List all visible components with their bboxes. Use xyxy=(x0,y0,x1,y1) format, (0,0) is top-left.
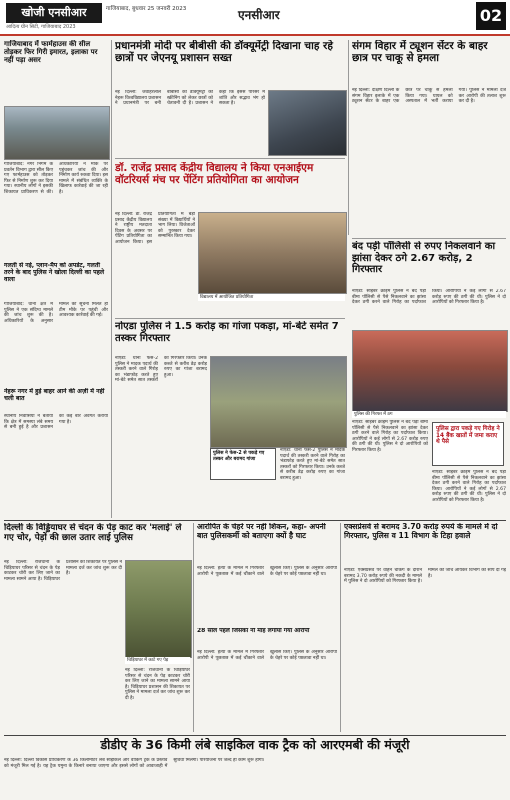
highlight-text: पुलिस द्वारा पकड़े गए गिरोह ने 14 बैंक खातों में जमा कराए थे पैसे xyxy=(436,426,500,446)
row-divider xyxy=(4,735,506,736)
article-noida-body: नोएडा: थाना फेस-2 पुलिस ने मादक पदार्थ की तस्करी करने वाले गिरोह का भंडाफोड़ करते हुए मां-बेटे समेत सात तस्करों को गिरफ्तार किया। उनके कब्जे से करीब डेढ़ करोड़ रुपए का गांजा बरामद हुआ। xyxy=(115,356,207,384)
row-divider xyxy=(115,318,345,319)
article-headline: दिल्ली के विड्डियाघर से चंदन के पेड़ काट कर 'मलाई' ले गए चोर, पेड़ों की छाल उतार लाई पुलिस xyxy=(4,523,182,544)
zoo-tree-photo xyxy=(125,560,192,658)
article-headline: डीडीए के 36 किमी लंबे साइकिल वाक ट्रैक को आरएमबी की मंजूरी xyxy=(100,738,410,752)
article-headline: प्रधानमंत्री मोदी पर बीबीसी की डॉक्यूमेंट्री दिखाना चाह रहे छात्रों पर जेएनयू प्रशासन सख्त xyxy=(115,40,333,65)
painting-competition-photo xyxy=(198,212,347,294)
article-left-bottom-body: स्थानीय निवासियों ने बताया कि क्षेत्र में समस्या लंबे समय से बनी हुई है और प्रशासन को कई बार अवगत कराया गया है। xyxy=(4,414,108,431)
article-noida-body-2: नोएडा: थाना फेस-2 पुलिस ने मादक पदार्थ की तस्करी करने वाले गिरोह का भंडाफोड़ करते हुए मां-बेटे समेत सात तस्करों को गिरफ्तार किया। उनके कब्जे से करीब डेढ़ करोड़ रुपए का गांजा बरामद हुआ। xyxy=(280,448,345,481)
article-bottom-mid-sub xyxy=(197,628,337,648)
article-left-mid xyxy=(4,262,108,302)
article-headline: गाजियाबाद में फार्महाउस की सील तोड़कर फिर गिरी इमारत, इलाका पर नहीं पड़ा असर xyxy=(4,40,98,65)
article-bottom-right xyxy=(344,523,506,565)
page-number: 02 xyxy=(476,2,506,30)
article-headline: एक्सप्रेसवे से बरामद 3.70 करोड़ रुपये के मामले में दो गिरफ्तार, पुलिस व 11 विभाग के टिहा हवाले xyxy=(344,523,498,540)
article-left-mid-body: गाजियाबाद: थाना क्षेत्र में पुलिस ने एक संदिग्ध मामले की जांच शुरू की है। अधिकारियों के अनुसार मामले की सूचना मिलते ही टीम मौके पर पहुंची और आवश्यक कार्रवाई की गई। xyxy=(4,302,108,324)
column-divider xyxy=(111,40,112,518)
row-divider xyxy=(115,158,345,159)
article-center-main-body: नई दिल्ली: डॉ. राजेंद्र प्रसाद केंद्रीय विद्यालय ने राष्ट्रीय मतदाता दिवस के अवसर पर पेंटिंग प्रतियोगिता का आयोजन किया। इस प्रतियोगिता में बड़ी संख्या में विद्यार्थियों ने भाग लिया। विजेताओं को पुरस्कार देकर सम्मानित किया गया। xyxy=(115,212,195,245)
highlight-box xyxy=(432,422,504,466)
article-bottom-mid-body-2: नई दिल्ली: हत्या के मामले में गिरफ्तार आरोपी ने पूछताछ में कई चौंकाने वाले खुलासे किए। पुलिस के अनुसार आरोपी के चेहरे पर कोई पछतावा नहीं था। xyxy=(197,650,337,661)
column-divider xyxy=(193,523,194,732)
article-headline: बंद पड़ी पॉलिसी से रुपए निकलवाने का झांसा देकर ठगे 2.67 करोड़, 2 गिरफ्तार xyxy=(352,241,496,275)
article-headline: संगम विहार में ट्यूशन सेंटर के बाहर छात्र पर चाकू से हमला xyxy=(352,40,488,65)
article-top-right xyxy=(352,40,506,86)
article-right-mid xyxy=(352,241,506,287)
article-headline: नोएडा पुलिस ने 1.5 करोड़ का गांजा पकड़ा, मां-बेटे समेत 7 तस्कर गिरफ्तार xyxy=(115,321,339,344)
photo-caption: चिड़ियाघर में काटे गए पेड़ xyxy=(125,657,190,664)
column-divider xyxy=(348,40,349,235)
photo-caption: विद्यालय में आयोजित प्रतियोगिता xyxy=(198,294,345,301)
article-subhead: 28 साल पहले जिसका नौ माह लगाया गया आरोपी xyxy=(197,628,310,634)
article-bottom-left-body-2: नई दिल्ली: राजधानी के चिड़ियाघर परिसर से चंदन के पेड़ काटकर चोरी कर लिए जाने का मामला सामने आया है। चिड़ियाघर प्रशासन की शिकायत पर पुलिस ने मामला दर्ज कर जांच शुरू कर दी है। xyxy=(125,668,190,701)
article-bottom-mid-body: नई दिल्ली: हत्या के मामले में गिरफ्तार आरोपी ने पूछताछ में कई चौंकाने वाले खुलासे किए। पुलिस के अनुसार आरोपी के चेहरे पर कोई पछतावा नहीं था। xyxy=(197,566,337,577)
newspaper-logo: खोजी एनसीआर xyxy=(6,3,102,23)
photo-caption: पुलिस की गिरफ्त में ठग xyxy=(352,411,506,418)
section-title: एनसीआर xyxy=(238,8,280,22)
street-photo xyxy=(4,106,110,160)
article-top-center-body: नई दिल्ली: जवाहरलाल नेहरू विश्वविद्यालय प्रशासन ने प्रधानमंत्री पर बनी बीबीसी की डॉक्यूमेंट्री की स्क्रीनिंग को लेकर छात्रों को चेतावनी दी है। प्रशासन ने कहा कि इससे परिसर में शांति और सद्भाव भंग हो सकता है। xyxy=(115,90,265,107)
article-headline: नेहरू नगर में हुई बाहर आने की अर्ज़ी में नहीं चली बात xyxy=(4,388,105,403)
arrest-photo xyxy=(352,330,508,412)
article-noida xyxy=(115,321,345,353)
article-headline: गलती से नई, प्लान-मैप को अपडेट, गलती तरने के बाद पुलिस ने खोला दिल्ली का पहले वाला xyxy=(4,262,105,284)
column-divider xyxy=(340,523,341,732)
article-right-mid-body-2: नोएडा: साइबर क्राइम पुलिस ने बंद पड़ी बीमा पॉलिसी से पैसे निकलवाने का झांसा देकर ठगी करने वाले गिरोह का पर्दाफाश किया। आरोपियों ने कई लोगों से 2.67 करोड़ रुपए की ठगी की थी। पुलिस ने दो आरोपियों को गिरफ्तार किया है। xyxy=(352,420,428,453)
row-divider xyxy=(4,520,506,521)
article-right-mid-body-3: नोएडा: साइबर क्राइम पुलिस ने बंद पड़ी बीमा पॉलिसी से पैसे निकलवाने का झांसा देकर ठगी करने वाले गिरोह का पर्दाफाश किया। आरोपियों ने कई लोगों से 2.67 करोड़ रुपए की ठगी की थी। पुलिस ने दो आरोपियों को गिरफ्तार किया है। xyxy=(432,470,506,503)
article-headline: आरोपित के चेहरे पर नहीं शिकन, कहा- अपनी बात पुलिसकर्मी को बताएगा क्यों है घाट xyxy=(197,523,326,540)
article-footer-body: नई दिल्ली: दिल्ली विकास प्राधिकरण के 36 किलोमीटर लंबे साइकिल और वॉकिंग ट्रैक के प्रस्ताव को मंजूरी मिल गई है। यह ट्रैक यमुना के किनारे बनाया जाएगा और इससे लोगों को आवाजाही में सुविधा मिलेगी। परियोजना पर जल्द ही काम शुरू होगा। xyxy=(4,758,265,769)
article-footer xyxy=(4,738,506,756)
article-bottom-mid xyxy=(197,523,337,563)
jnu-photo xyxy=(268,90,347,156)
seized-ganja-photo xyxy=(210,356,347,448)
article-top-right-body: नई दिल्ली: दक्षिण दिल्ली के संगम विहार इलाके में एक ट्यूशन सेंटर के बाहर एक छात्र पर चाकू से हमला किया गया। घायल को अस्पताल में भर्ती कराया गया। पुलिस ने मामला दर्ज कर आरोपी की तलाश शुरू कर दी है। xyxy=(352,88,506,105)
article-left-top-body: गाजियाबाद: नगर निगम के प्रवर्तन विभाग द्वारा सील किए गए फार्महाउस को तोड़कर फिर से निर्माण शुरू कर दिया गया। स्थानीय लोगों ने इसकी शिकायत प्राधिकरण से की। अधिकारियों ने मौके पर पहुंचकर जांच की और निर्माण कार्य रुकवा दिया। इस मामले में संबंधित व्यक्ति के खिलाफ कार्रवाई की जा रही है। xyxy=(4,162,108,195)
article-left-bottom xyxy=(4,388,108,414)
row-divider xyxy=(352,238,506,239)
article-right-mid-body: नोएडा: साइबर क्राइम पुलिस ने बंद पड़ी बीमा पॉलिसी से पैसे निकलवाने का झांसा देकर ठगी करने वाले गिरोह का पर्दाफाश किया। आरोपियों ने कई लोगों से 2.67 करोड़ रुपए की ठगी की थी। पुलिस ने दो आरोपियों को गिरफ्तार किया है। xyxy=(352,289,506,306)
article-left-top xyxy=(4,40,108,104)
photo-caption: पुलिस ने फेस-2 से पकड़े गए तस्कर और बरामद गांजा xyxy=(213,451,265,462)
masthead xyxy=(0,0,510,36)
photo-caption-box xyxy=(210,448,276,480)
masthead-subline: आदित्य ग्रीन सिटी, गाजियाबाद 2023 xyxy=(6,24,76,30)
article-bottom-left xyxy=(4,523,190,557)
article-top-center xyxy=(115,40,345,88)
article-bottom-left-body: नई दिल्ली: राजधानी के चिड़ियाघर परिसर से चंदन के पेड़ काटकर चोरी कर लिए जाने का मामला सामने आया है। चिड़ियाघर प्रशासन की शिकायत पर पुलिस ने मामला दर्ज कर जांच शुरू कर दी है। xyxy=(4,560,122,582)
article-headline: डॉ. राजेंद्र प्रसाद केंद्रीय विद्यालय ने किया एनआईएम वॉटरियर्स मंच पर पेंटिंग प्रतियोगिता का आयोजन xyxy=(115,162,314,187)
issue-date: गाजियाबाद, बुधवार 25 जनवरी 2023 xyxy=(106,6,187,12)
article-bottom-right-body: नोएडा: एक्सप्रेसवे पर वाहन चेकिंग के दौरान बरामद 3.70 करोड़ रुपये की नकदी के मामले में पुलिस ने दो आरोपियों को गिरफ्तार किया है। मामले की जांच आयकर विभाग को सौंप दी गई है। xyxy=(344,568,506,585)
article-center-main xyxy=(115,162,345,210)
